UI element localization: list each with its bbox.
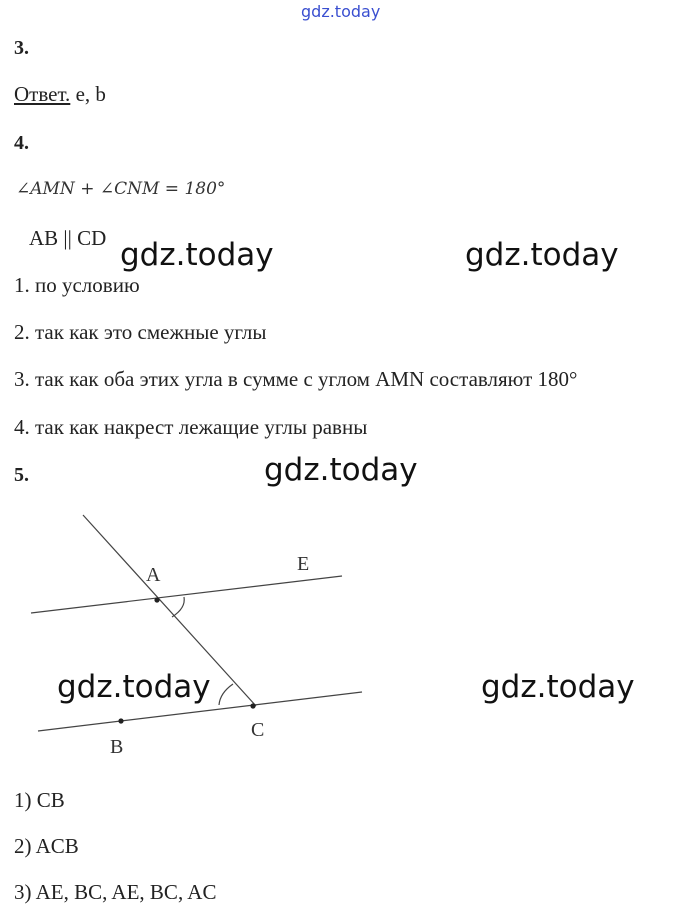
point-c [250, 703, 255, 708]
line-ae [31, 576, 342, 613]
proof-step: 2. так как это смежные углы [14, 320, 267, 344]
label-c: C [251, 719, 265, 741]
answer-line: 2) ACB [14, 834, 79, 858]
watermark: gdz.today [57, 669, 211, 705]
section-3-number: 3. [14, 37, 29, 59]
watermark: gdz.today [481, 669, 635, 705]
header-watermark: gdz.today [301, 2, 381, 21]
angle-mark-a [172, 597, 184, 617]
angle-sum-formula: ∠AMN + ∠CNM = 180° [16, 179, 226, 199]
label-a: A [146, 564, 161, 586]
answer-value: e, b [70, 82, 106, 106]
point-a [154, 597, 159, 602]
point-b [118, 718, 123, 723]
answer-line: 1) CB [14, 788, 65, 812]
parallel-statement: AB || CD [29, 226, 107, 250]
proof-step: 3. так как оба этих угла в сумме с углом AMN составляют 180° [14, 367, 578, 391]
proof-step: 4. так как накрест лежащие углы равны [14, 415, 368, 439]
watermark: gdz.today [465, 237, 619, 273]
proof-step: 1. по условию [14, 273, 140, 297]
section-5-number: 5. [14, 464, 29, 486]
section-4-number: 4. [14, 132, 29, 154]
label-b: B [110, 736, 124, 758]
label-e: E [297, 553, 310, 575]
watermark: gdz.today [264, 452, 418, 488]
answer-label: Ответ. [14, 82, 71, 106]
angle-mark-c [219, 684, 233, 705]
watermark: gdz.today [120, 237, 274, 273]
answer-line: 3) AE, BC, AE, BC, AC [14, 880, 217, 904]
